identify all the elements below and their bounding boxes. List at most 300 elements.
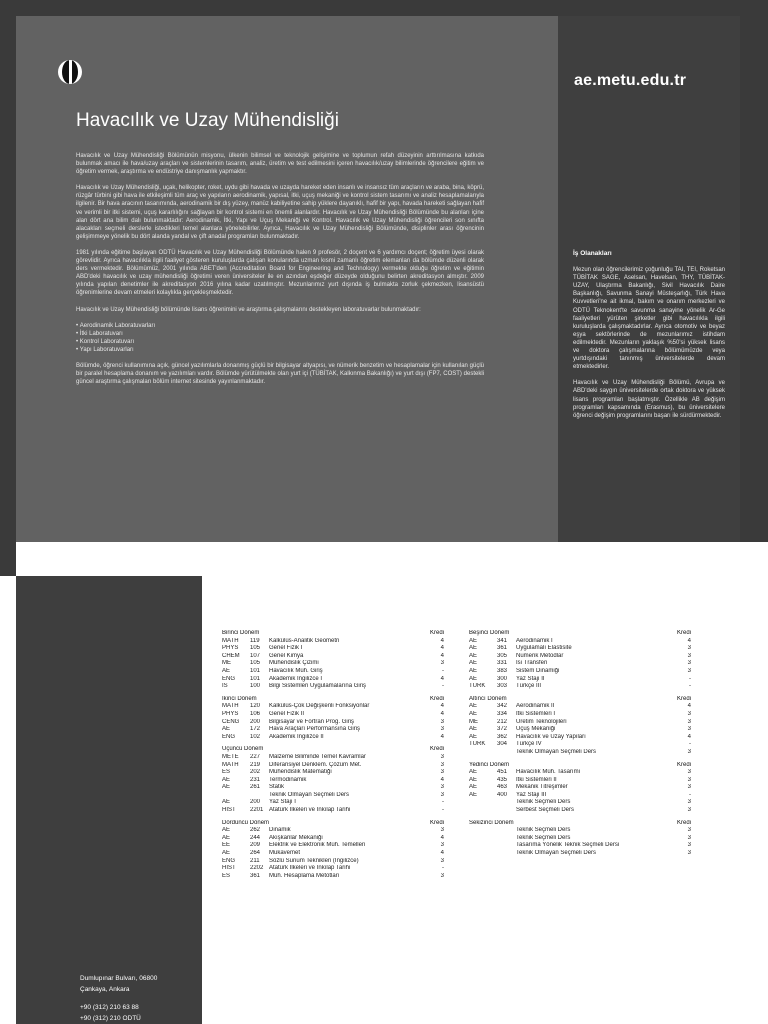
course-name: Aerodinamik II — [516, 703, 555, 710]
kredi-header: Kredi — [677, 819, 692, 826]
course-name: Yaz Stajı II — [516, 675, 545, 682]
kredi-header: Kredi — [429, 630, 444, 636]
course-number: 209 — [250, 842, 261, 849]
course-name: Malzeme Biliminde Temel Kavramlar — [269, 753, 366, 760]
semester-section — [469, 762, 691, 815]
semester-title: İkinci Dönem — [222, 695, 257, 702]
intro-paragraph: 1981 yılında eğitime başlayan ODTÜ Havacılık ve Uzay Mühendisliği Bölümünde halen 9 profesör, 2 doçent ve 6 yardımcı doçent; öğretim üyesi olarak görevlidir. Ayrıca havacılıkla ilgili faaliyet gösteren kuruluşlarda çalışan konularında uzman kısmi zamanlı öğretim elemanları da bölümde düzenli olarak ders vermektedir. Bölümümüz, 2001 yılında ABET'den (Accreditation Board for Engineering and Technology) vermekte olduğu öğretim ve eğitimin ABD'deki havacılık ve uzay mühendisliği öğretimi veren üniversiteler ile en azından eşdeğer düzeyde olduğunu belirten akreditasyon almıştır. 2009 yılında yapılan denetimler ile akreditasyon 2016 yılına kadar uzatılmıştır. Mezunlarımız yurt dışında iş bulmakta zorluk çekmezken, lisansüstü öğrenimlerine devam etmeleri kolaylıkla gerçekleşmektedir. — [76, 249, 484, 297]
semester-header-row — [222, 630, 444, 638]
contact-info — [80, 974, 157, 1024]
course-code: AE — [469, 733, 478, 740]
course-code — [469, 807, 497, 815]
course-number: 361 — [497, 645, 508, 652]
course-credit: 3 — [440, 872, 445, 879]
course-name: Teknik Olmayan Seçmeli Ders — [269, 791, 350, 798]
course-number: 227 — [250, 753, 261, 760]
address-line: Çankaya, Ankara — [80, 985, 130, 993]
course-credit: 3 — [440, 842, 445, 849]
course-row — [469, 799, 691, 807]
course-code: ME — [222, 660, 231, 667]
course-row — [469, 638, 691, 646]
course-row — [222, 827, 444, 835]
course-name: Müh. Hesaplama Metotları — [269, 872, 340, 879]
semester-header-row — [469, 762, 691, 770]
course-number — [497, 835, 516, 843]
course-code — [469, 850, 497, 858]
crop-bar-left-lower — [0, 576, 16, 1024]
course-row — [469, 734, 691, 742]
course-row — [222, 653, 444, 661]
course-credit: 4 — [440, 733, 444, 740]
course-credit: 4 — [440, 637, 444, 644]
kredi-header: Kredi — [677, 761, 692, 768]
course-number: 262 — [250, 827, 261, 834]
course-credit: 3 — [687, 784, 692, 791]
course-number: 120 — [250, 703, 261, 710]
course-credit: 3 — [440, 857, 445, 864]
course-credit: 4 — [687, 703, 691, 710]
course-table — [469, 762, 691, 815]
course-credit: 4 — [440, 710, 444, 717]
semester-section — [469, 630, 691, 691]
course-code: HIST — [222, 807, 236, 814]
course-credit: 3 — [687, 842, 692, 849]
intro-paragraph: Havacılık ve Uzay Mühendisliği, uçak, helikopter, roket, uydu gibi havada ve uzayda hareket eden insanlı ve insansız tüm araçların ve araba, bina, köprü, rüzgâr türbini gibi hava ile etkileşimli tüm araç ve yapıların aerodinamik, yapısal, itki, uçuş mekaniği ve kontrol sistem tasarımı ve analiz hesaplamalarıyla ilgilenir. Bir hava aracının tasarımında, aerodinamik bir dış yüzey, manüz kabiliyetine sahip yüklere dayanıklı, hafif bir yapı, havada hareketi sağlayan hafif ve verimli bir itki sistemi, uçuş kararlılığını sağlayan bir kontrol sistemi en önemli alanlardır. Havacılık ve Uzay Mühendisliği Bölümünde bu alanları içine alan dört ana bilim dalı bulunmaktadır: Aerodinamik, İtki, Yapı ve Uçuş Mekaniği ve Kontrol. Havacılık ve Uzay Mühendisliği öğrencileri son sınıfta alacakları seçmeli derslerle istedikleri temel alanlara yönelebilirler. Ayrıca, Havacılık ve Uzay Mühendisliği Bölümünde, disiplinler arası öğrencinin gelişimmeye yönelik bu dört alanda yandal ve çift anadal programları bulunmaktadır. — [76, 185, 484, 240]
course-name: Mekanik Titreşimler — [516, 784, 568, 791]
course-code: MATH — [222, 703, 239, 710]
course-credit: 3 — [440, 784, 445, 791]
course-number: 107 — [250, 652, 261, 659]
course-number: 400 — [497, 791, 508, 798]
course-number — [250, 792, 269, 800]
course-row — [469, 653, 691, 661]
course-name: Yaz Stajı I — [269, 799, 296, 806]
curriculum-right-column — [469, 630, 691, 863]
course-number: 101 — [250, 675, 261, 682]
course-number — [497, 799, 516, 807]
course-number: 211 — [250, 857, 260, 864]
course-credit: 3 — [440, 827, 445, 834]
course-name: Serbest Seçmeli Ders — [516, 807, 575, 814]
semester-title: Üçüncü Dönem — [222, 746, 264, 753]
course-code: CHEM — [222, 652, 240, 659]
course-row — [222, 784, 444, 792]
course-credit: 3 — [687, 667, 691, 674]
course-row — [222, 762, 444, 770]
course-code: METE — [222, 753, 239, 760]
course-row — [222, 719, 444, 727]
course-name: Akademik İngilizce II — [269, 733, 324, 740]
kredi-header: Kredi — [676, 695, 691, 702]
course-credit: 3 — [687, 710, 691, 717]
course-credit: 3 — [687, 827, 692, 834]
course-code: ENG — [222, 857, 236, 864]
course-row — [222, 873, 444, 881]
course-name: Genel Fizik I — [269, 645, 303, 652]
course-name: Termodinamik — [269, 776, 307, 783]
course-name: Isı Transferi — [516, 660, 548, 667]
course-table — [469, 820, 691, 858]
course-name: Numerik Metodlar — [516, 652, 564, 659]
course-credit: 3 — [440, 769, 445, 776]
course-number — [497, 850, 516, 858]
course-row — [222, 799, 444, 807]
intro-paragraph: Bölümde, öğrenci kullanımına açık, güncel yazılımlarla donanmış güçlü bir bilgisayar altyapısı, ve nümerik benzetim ve hesaplamalar için kullanılan güçlü bir paralel hesaplama donanım ve yazılımları vardır. Bölümde yürütülmekte olan yurt içi (TÜBİTAK, Kalkınma Bakanlığı) ve yurt dışı (FP7, COST) destekli güncel araştırma çalışmaları bölüm internet sitesinde yayınlanmaktadır. — [76, 362, 484, 386]
semester-section — [222, 746, 444, 814]
course-table — [222, 746, 444, 814]
course-credit: 3 — [687, 834, 692, 841]
course-credit: 4 — [687, 637, 691, 644]
course-code: ENG — [222, 733, 236, 740]
course-row — [222, 769, 444, 777]
course-credit: 3 — [440, 726, 444, 733]
course-code: TURK — [469, 683, 486, 690]
course-row — [469, 784, 691, 792]
course-credit: 3 — [687, 645, 691, 652]
course-number: 451 — [497, 769, 508, 776]
course-credit: 3 — [687, 660, 691, 667]
course-number: 305 — [497, 652, 508, 659]
course-credit: 3 — [687, 850, 692, 857]
course-table — [222, 630, 444, 691]
course-number: 106 — [250, 710, 261, 717]
course-code: AE — [469, 703, 478, 710]
course-code: AE — [222, 827, 231, 834]
course-code: AE — [469, 791, 478, 798]
semester-section — [222, 630, 444, 691]
course-number: 105 — [250, 660, 261, 667]
course-row — [469, 850, 691, 858]
crop-bar-top — [0, 0, 768, 16]
course-row — [222, 703, 444, 711]
kredi-header: Kredi — [430, 746, 445, 753]
course-code: AE — [222, 834, 231, 841]
course-row — [469, 741, 691, 749]
career-heading: İş Olanakları — [573, 250, 612, 257]
course-number: 300 — [497, 675, 508, 682]
course-code: AE — [469, 667, 478, 674]
course-number: 231 — [250, 776, 261, 783]
course-table — [469, 696, 691, 757]
course-code: ME — [469, 718, 478, 725]
intro-text — [76, 152, 484, 394]
lab-list — [76, 322, 484, 354]
course-row — [222, 638, 444, 646]
course-code: AE — [222, 850, 231, 857]
course-row — [469, 703, 691, 711]
course-name: Havacılık Müh. Tasarımı — [516, 769, 581, 776]
course-name: Genel Kimya — [269, 652, 304, 659]
course-name: Genel Fizik II — [269, 710, 305, 717]
course-credit: 3 — [687, 726, 691, 733]
intro-paragraph: Havacılık ve Uzay Mühendisliği Bölümünün misyonu, ülkenin bilimsel ve teknolojik gelişimine ve toplumun refah düzeyinin arttırılmasına katkıda bulunmak amacı ile hava/uzay araçları ve sistemlerinin tasarım, analiz, üretim ve test edilmesini içeren havacılık/uzay bilimlerinde öğrencilere eğitim ve öğretim vermek, araştırma ve endüstriye danışmanlık yapmaktır. — [76, 153, 484, 176]
lab-list-item: • İtki Laboratuvarı — [76, 330, 484, 338]
course-row — [469, 660, 691, 668]
course-credit: 4 — [440, 675, 444, 682]
course-row — [469, 827, 691, 835]
course-name: Akışkanlar Mekaniği — [269, 834, 323, 841]
semester-header-row — [222, 696, 444, 704]
course-row — [222, 711, 444, 719]
course-code: AE — [469, 637, 478, 644]
course-row — [469, 711, 691, 719]
course-code: ES — [222, 769, 231, 776]
career-paragraph: Mezun olan öğrencilerimiz çoğunluğu TAI, TEI, Roketsan TÜBİTAK SAGE, Aselsan, Havelsan, THY, TÜBİTAK-UZAY, Ulaştırma Bakanlığı, Sivil Havacılık Daire Başkanlığı, Savunma Sanayi Müsteşarlığı, Türk Hava Kuvvetleri'ne ait ikmal, bakım ve onarım merkezleri ve ODTÜ Teknokent'te savunma sanayine yönelik Ar-Ge faaliyetleri yürüten şirketler gibi havacılıkla ilgili kuruluşlarda çalışmaktadırlar. Ayrıca otomotiv ve beyaz eşya sektörlerinde de mezunlarımız istihdam edilmektedir. Mezunların yaklaşık %50'si yüksek lisans ve doktora çalışmalarına bölümümüzde veya yurtdışındaki tanınmış üniversitelerde devam etmektedirler. — [573, 267, 725, 371]
course-number: 100 — [250, 683, 261, 690]
semester-title: Dördüncü Dönem — [222, 819, 270, 826]
course-table — [222, 820, 444, 881]
course-name: Teknik Seçmeli Ders — [516, 834, 571, 841]
course-credit: - — [442, 799, 445, 806]
course-name: Türkçe IV — [516, 741, 542, 748]
course-number — [497, 749, 516, 757]
course-credit: 3 — [687, 769, 692, 776]
course-credit: - — [689, 675, 691, 682]
kredi-header: Kredi — [676, 630, 691, 636]
address-line: Dumlupınar Bulvarı, 06800 — [80, 975, 158, 982]
course-code: IS — [222, 683, 228, 690]
course-row — [222, 777, 444, 785]
course-credit: 3 — [440, 753, 445, 760]
kredi-header: Kredi — [429, 695, 444, 702]
course-row — [222, 726, 444, 734]
course-row — [469, 792, 691, 800]
course-table — [469, 630, 691, 691]
semester-header-row — [222, 746, 444, 754]
semester-header-row — [469, 696, 691, 704]
course-code: AE — [469, 726, 478, 733]
course-code: AE — [222, 776, 231, 783]
semester-header-row — [469, 820, 691, 828]
page-title: Havacılık ve Uzay Mühendisliği — [76, 110, 339, 131]
course-name: Teknik Seçmeli Ders — [516, 799, 571, 806]
course-number: 264 — [250, 850, 261, 857]
course-row — [222, 850, 444, 858]
course-row — [469, 769, 691, 777]
course-code: AE — [469, 776, 478, 783]
course-code: AE — [469, 769, 478, 776]
semester-section — [469, 820, 691, 858]
course-number: 244 — [250, 834, 261, 841]
course-row — [222, 668, 444, 676]
semester-header-row — [222, 820, 444, 828]
course-name: Teknik Seçmeli Ders — [516, 827, 571, 834]
contact-panel — [16, 576, 202, 1024]
course-number: 261 — [250, 784, 261, 791]
semester-section — [222, 696, 444, 742]
course-name: Dinamik — [269, 827, 291, 834]
course-number: 102 — [250, 733, 261, 740]
lab-list-item: • Kontrol Laboratuvarı — [76, 338, 484, 346]
course-name: Sözlü Sunum Teknikleri (İngilizce) — [269, 857, 359, 864]
course-number: 202 — [250, 769, 261, 776]
course-code: AE — [469, 660, 478, 667]
course-name: Tasarıma Yönelik Teknik Seçmeli Dersi — [516, 842, 620, 849]
course-code: AE — [469, 652, 478, 659]
course-code — [469, 835, 497, 843]
course-number: 303 — [497, 683, 508, 690]
course-code: AE — [469, 645, 478, 652]
course-credit: - — [442, 683, 444, 690]
course-name: Akademik İngilizce I — [269, 675, 323, 682]
course-row — [222, 858, 444, 866]
phone-line: +90 (312) 210 63 88 — [80, 1004, 139, 1011]
course-code: AE — [222, 667, 231, 674]
course-number: 119 — [250, 637, 260, 644]
course-code — [469, 749, 497, 757]
course-code: EE — [222, 842, 231, 849]
semester-title: Sekizinci Dönem — [469, 819, 514, 826]
course-credit: 4 — [440, 834, 445, 841]
course-name: Havacılık ve Uzay Yapıları — [516, 733, 586, 740]
course-number: 372 — [497, 726, 508, 733]
course-credit: 4 — [440, 645, 444, 652]
course-credit: 3 — [687, 807, 692, 814]
course-credit: - — [442, 667, 444, 674]
course-number: 105 — [250, 645, 261, 652]
course-code: HIST — [222, 865, 236, 872]
course-row — [222, 645, 444, 653]
course-row — [469, 807, 691, 815]
course-row — [469, 842, 691, 850]
course-row — [469, 726, 691, 734]
career-section — [573, 250, 725, 428]
course-row — [469, 676, 691, 684]
course-number: 101 — [250, 667, 261, 674]
semester-header-row — [469, 630, 691, 638]
course-credit: - — [442, 865, 445, 872]
course-name: Kalkülüs-Analitik Geometri — [269, 637, 340, 644]
course-number: 212 — [497, 718, 508, 725]
kredi-header: Kredi — [430, 819, 445, 826]
course-credit: 3 — [687, 776, 692, 783]
course-number: 463 — [497, 784, 508, 791]
course-credit: 3 — [687, 799, 692, 806]
course-credit: 3 — [440, 791, 445, 798]
course-row — [222, 676, 444, 684]
course-name: Teknik Olmayan Seçmeli Ders — [516, 748, 597, 755]
course-credit: 3 — [687, 652, 691, 659]
course-code: AE — [222, 799, 231, 806]
course-number: 342 — [497, 703, 508, 710]
course-number: 435 — [497, 776, 508, 783]
course-number: 331 — [497, 660, 508, 667]
course-number: 341 — [497, 637, 508, 644]
course-code: AE — [469, 710, 478, 717]
course-row — [222, 683, 444, 691]
course-name: Mühendislik Matematiği — [269, 769, 332, 776]
course-name: Elektrik ve Elektronik Müh. Temelleri — [269, 842, 366, 849]
course-row — [222, 842, 444, 850]
course-credit: - — [689, 741, 691, 748]
course-row — [222, 807, 444, 815]
course-name: Türkçe III — [516, 683, 542, 690]
course-name: Hava Araçları Performansına Giriş — [269, 726, 361, 733]
curriculum-left-column — [222, 630, 444, 885]
crop-bar-right — [740, 16, 768, 542]
semester-title: Beşinci Dönem — [469, 630, 510, 636]
lab-list-item: • Yapı Laboratuvarları — [76, 346, 484, 354]
course-name: Kalkülüs-Çok Değişkenli Fonksiyonlar — [269, 703, 370, 710]
course-row — [222, 660, 444, 668]
course-code: AE — [222, 726, 231, 733]
course-row — [222, 754, 444, 762]
career-paragraph: Havacılık ve Uzay Mühendisliği Bölümü, Avrupa ve ABD'deki saygın üniversitelerde ortak doktora ve yüksek lisans programları başlatmıştır. Özellikle AB değişim programları kapsamında (Erasmus), bu üniversitelere öğrenci değişim programlarını başarı ile sürdürmektedir. — [573, 380, 725, 419]
course-name: İtki Sistemleri II — [516, 776, 557, 783]
course-code: AE — [469, 675, 478, 682]
course-name: Bilgisayar ve Fortran Prog. Giriş — [269, 718, 355, 725]
course-row — [469, 835, 691, 843]
course-number: 2201 — [250, 807, 264, 814]
course-name: Teknik Olmayan Seçmeli Ders — [516, 850, 597, 857]
course-code: AE — [222, 784, 231, 791]
course-row — [222, 865, 444, 873]
course-number: 200 — [250, 799, 261, 806]
course-name: Uygulamalı Elastisite — [516, 645, 572, 652]
course-row — [469, 749, 691, 757]
course-credit: 3 — [687, 718, 691, 725]
course-number: 219 — [250, 761, 261, 768]
course-credit: 3 — [687, 748, 691, 755]
course-name: Mühendislik Çizimi — [269, 660, 319, 667]
crop-bar-left — [0, 16, 16, 576]
course-code: MATH — [222, 761, 239, 768]
course-name: İtki Sistemleri I — [516, 710, 556, 717]
course-code — [222, 792, 250, 800]
course-name: Havacılık Müh. Giriş — [269, 667, 323, 674]
course-row — [469, 645, 691, 653]
semester-section — [469, 696, 691, 757]
course-name: Aerodinamik I — [516, 637, 553, 644]
course-credit: 3 — [440, 761, 445, 768]
course-credit: 4 — [440, 703, 444, 710]
course-code — [469, 827, 497, 835]
course-credit: 4 — [440, 776, 445, 783]
course-code: MATH — [222, 637, 239, 644]
course-number — [497, 842, 516, 850]
course-name: Diferansiyel Denklem. Çözüm Met. — [269, 761, 362, 768]
course-number: 172 — [250, 726, 261, 733]
semester-title: Yedinci Dönem — [469, 761, 510, 768]
course-name: Statik — [269, 784, 285, 791]
course-code: PHYS — [222, 645, 239, 652]
course-name: Yaz Stajı III — [516, 791, 547, 798]
course-code: AE — [469, 784, 478, 791]
course-credit: 4 — [440, 652, 444, 659]
university-logo-icon — [58, 60, 82, 84]
course-code — [469, 799, 497, 807]
course-table — [222, 696, 444, 742]
course-code: TURK — [469, 741, 486, 748]
lab-list-item: • Aerodinamik Laboratuvarları — [76, 322, 484, 330]
course-number: 383 — [497, 667, 508, 674]
phone-line: +90 (312) 210 ODTÜ — [80, 1014, 141, 1022]
course-name: Uçuş Mekaniği — [516, 726, 556, 733]
course-row — [222, 734, 444, 742]
site-url[interactable]: ae.metu.edu.tr — [574, 72, 687, 89]
course-number: 362 — [497, 733, 508, 740]
intro-paragraph: Havacılık ve Uzay Mühendisliği bölümünde lisans öğrenimini ve araştırma çalışmalarını destekleyen laboratuvarlar bulunmaktadır: — [76, 306, 421, 313]
course-credit: - — [689, 791, 692, 798]
course-code: ES — [222, 872, 231, 879]
course-credit: 3 — [440, 660, 444, 667]
course-row — [222, 792, 444, 800]
course-name: Atatürk İlkeleri ve İnkılap Tarihi — [269, 865, 351, 872]
course-row — [469, 683, 691, 691]
course-name: Sistem Dinamiği — [516, 667, 560, 674]
course-name: Bilgi Sistemleri Uygulamalarına Giriş — [269, 683, 367, 690]
course-row — [469, 719, 691, 727]
